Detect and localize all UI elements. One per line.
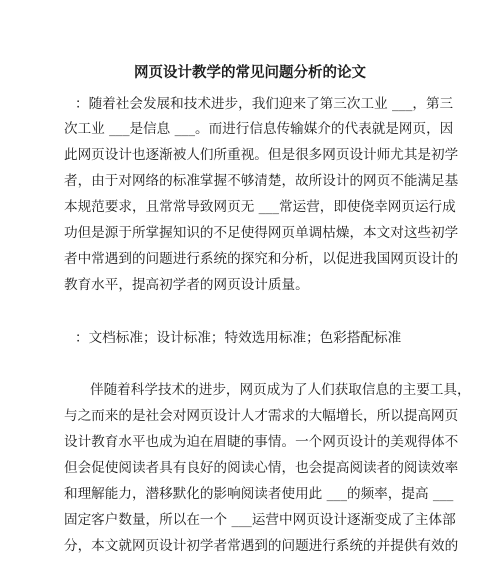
body-line: 但会促使阅读者具有良好的阅读心情，也会提高阅读者的阅读效率 xyxy=(64,460,459,476)
body-line: 设计教育水平也成为迫在眉睫的事情。一个网页设计的美观得体不 xyxy=(64,434,459,450)
body-line: 和理解能力，潜移默化的影响阅读者使用此 ___的频率，提高 ___ xyxy=(64,486,454,502)
abstract-line: 者，由于对网络的标准掌握不够清楚，故所设计的网页不能满足基 xyxy=(64,173,459,189)
keywords-line: ：文档标准；设计标准；特效选用标准；色彩搭配标准 xyxy=(75,330,402,346)
abstract-line: 功但是源于所掌握知识的不足使得网页单调枯燥，本文对这些初学 xyxy=(64,225,459,241)
abstract-line: 教育水平，提高初学者的网页设计质量。 xyxy=(64,277,309,293)
abstract-line: 者中常遇到的问题进行系统的探究和分析，以促进我国网页设计的 xyxy=(64,251,459,267)
document-title: 网页设计教学的常见问题分析的论文 xyxy=(134,64,366,81)
abstract-line: 次工业 ___是信息 ___。而进行信息传输媒介的代表就是网页，因 xyxy=(64,121,454,137)
body-line: 伴随着科学技术的进步，网页成为了人们获取信息的主要工具， xyxy=(90,382,471,398)
body-line: 固定客户数量，所以在一个 ___运营中网页设计逐渐变成了主体部 xyxy=(64,512,456,528)
body-line: 与之而来的是社会对网页设计人才需求的大幅增长，所以提高网页 xyxy=(64,408,459,424)
abstract-line: 此网页设计也逐渐被人们所重视。但是很多网页设计师尤其是初学 xyxy=(64,147,459,163)
body-line: 分，本文就网页设计初学者常遇到的问题进行系统的并提供有效的 xyxy=(64,538,459,554)
abstract-line: ：随着社会发展和技术进步，我们迎来了第三次工业 ___，第三 xyxy=(75,96,454,112)
abstract-line: 本规范要求，且常常导致网页无 ___常运营，即使侥幸网页运行成 xyxy=(64,199,456,215)
